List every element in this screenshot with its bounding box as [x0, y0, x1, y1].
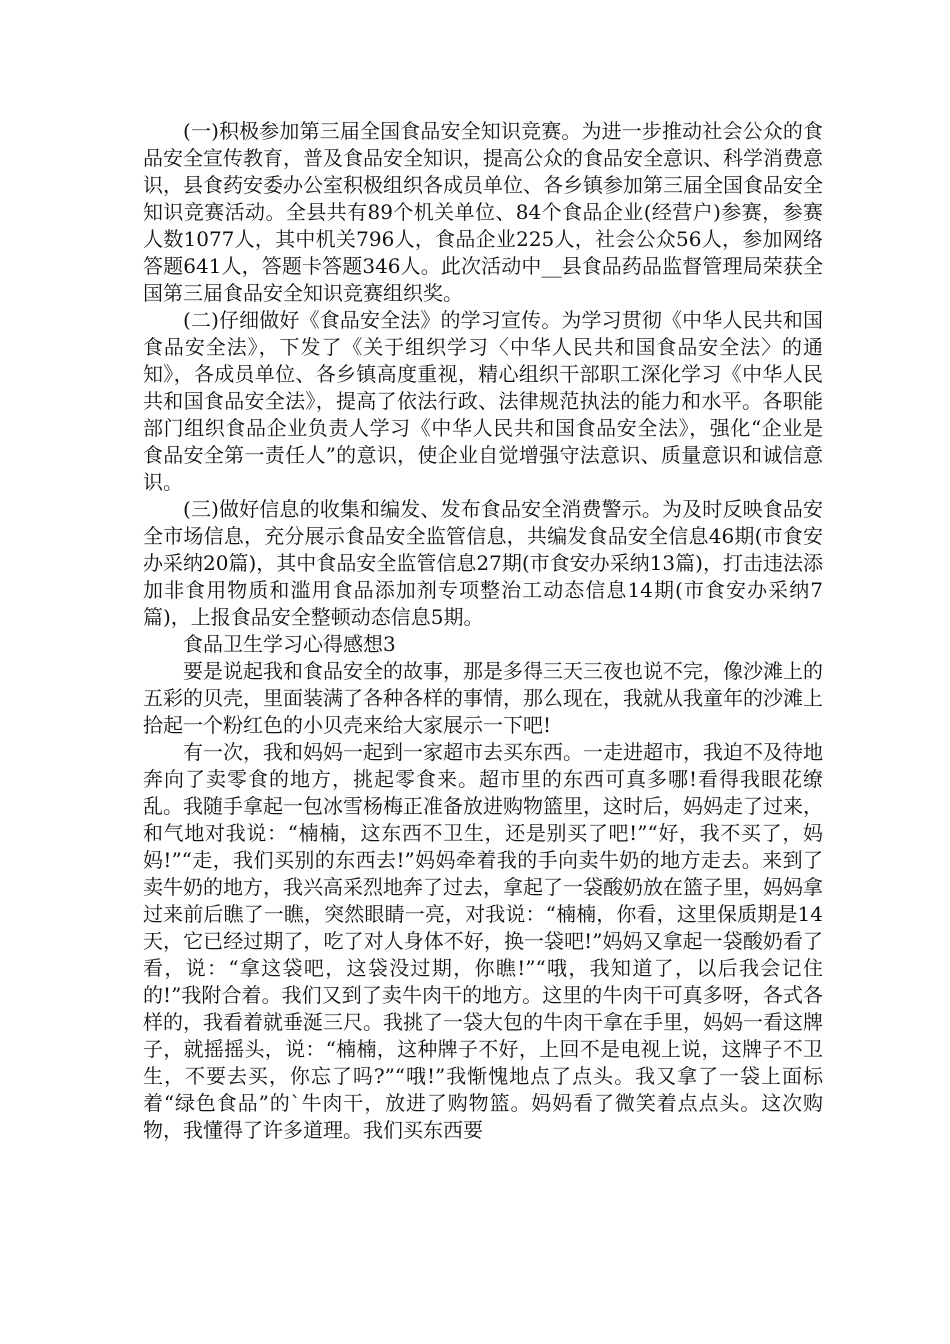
paragraph-story-body: 有一次，我和妈妈一起到一家超市去买东西。一走进超市，我迫不及待地奔向了卖零食的地方，挑起零食来。超市里的东西可真多哪!看得我眼花缭乱。我随手拿起一包冰雪杨梅正准备放进购物篮里，这时后，妈妈走了过来，和气地对我说：“楠楠，这东西不卫生，还是别买了吧!”“好，我不买了，妈妈!”“走，我们买别的东西去!”妈妈牵着我的手向卖牛奶的地方走去。来到了卖牛奶的地方，我兴高采烈地奔了过去，拿起了一袋酸奶放在篮子里，妈妈拿过来前后瞧了一瞧，突然眼睛一亮，对我说：“楠楠，你看，这里保质期是14天，它已经过期了，吃了对人身体不好，换一袋吧!”妈妈又拿起一袋酸奶看了看，说：“拿这袋吧，这袋没过期，你瞧!”“哦，我知道了，以后我会记住的!”我附合着。我们又到了卖牛肉干的地方。这里的牛肉干可真多呀，各式各样的，我看着就垂涎三尺。我挑了一袋大包的牛肉干拿在手里，妈妈一看这牌子，就摇摇头，说：“楠楠，这种牌子不好，上回不是电视上说，这牌子不卫生，不要去买，你忘了吗?”“哦!”我惭愧地点了点头。我又拿了一袋上面标着“绿色食品”的`牛肉干，放进了购物篮。妈妈看了微笑着点点头。这次购物，我懂得了许多道理。我们买东西要: [143, 740, 823, 1142]
paragraph-competition: (一)积极参加第三届全国食品安全知识竞赛。为进一步推动社会公众的食品安全宣传教育，普及食品安全知识，提高公众的食品安全意识、科学消费意识，县食药安委办公室积极组织各成员单位、各乡镇参加第三届全国食品安全知识竞赛活动。全县共有89个机关单位、84个食品企业(经营户)参赛，参赛人数1077人，其中机关796人，食品企业225人，社会公众56人，参加网络答题641人，答题卡答题346人。此次活动中__县食品药品监督管理局荣获全国第三届食品安全知识竞赛组织奖。: [143, 119, 823, 305]
paragraph-law-study: (二)仔细做好《食品安全法》的学习宣传。为学习贯彻《中华人民共和国食品安全法》，下发了《关于组织学习〈中华人民共和国食品安全法〉的通知》，各成员单位、各乡镇高度重视，精心组织干部职工深化学习《中华人民共和国食品安全法》，提高了依法行政、法律规范执法的能力和水平。各职能部门组织食品企业负责人学习《中华人民共和国食品安全法》，强化“企业是食品安全第一责任人”的意识，使企业自觉增强守法意识、质量意识和诚信意识。: [143, 308, 823, 494]
section-heading: 食品卫生学习心得感想3: [183, 632, 396, 656]
paragraph-information: (三)做好信息的收集和编发、发布食品安全消费警示。为及时反映食品安全市场信息，充分展示食品安全监管信息，共编发食品安全信息46期(市食安办采纳20篇)，其中食品安全监管信息27期(市食安办采纳13篇)，打击违法添加非食用物质和滥用食品添加剂专项整治工动态信息14期(市食安办采纳7篇)，上报食品安全整顿动态信息5期。: [143, 497, 823, 629]
document-page: [143, 118, 823, 1144]
paragraph-story-intro: 要是说起我和食品安全的故事，那是多得三天三夜也说不完，像沙滩上的五彩的贝壳，里面装满了各种各样的事情，那么现在，我就从我童年的沙滩上拾起一个粉红色的小贝壳来给大家展示一下吧!: [143, 659, 823, 737]
